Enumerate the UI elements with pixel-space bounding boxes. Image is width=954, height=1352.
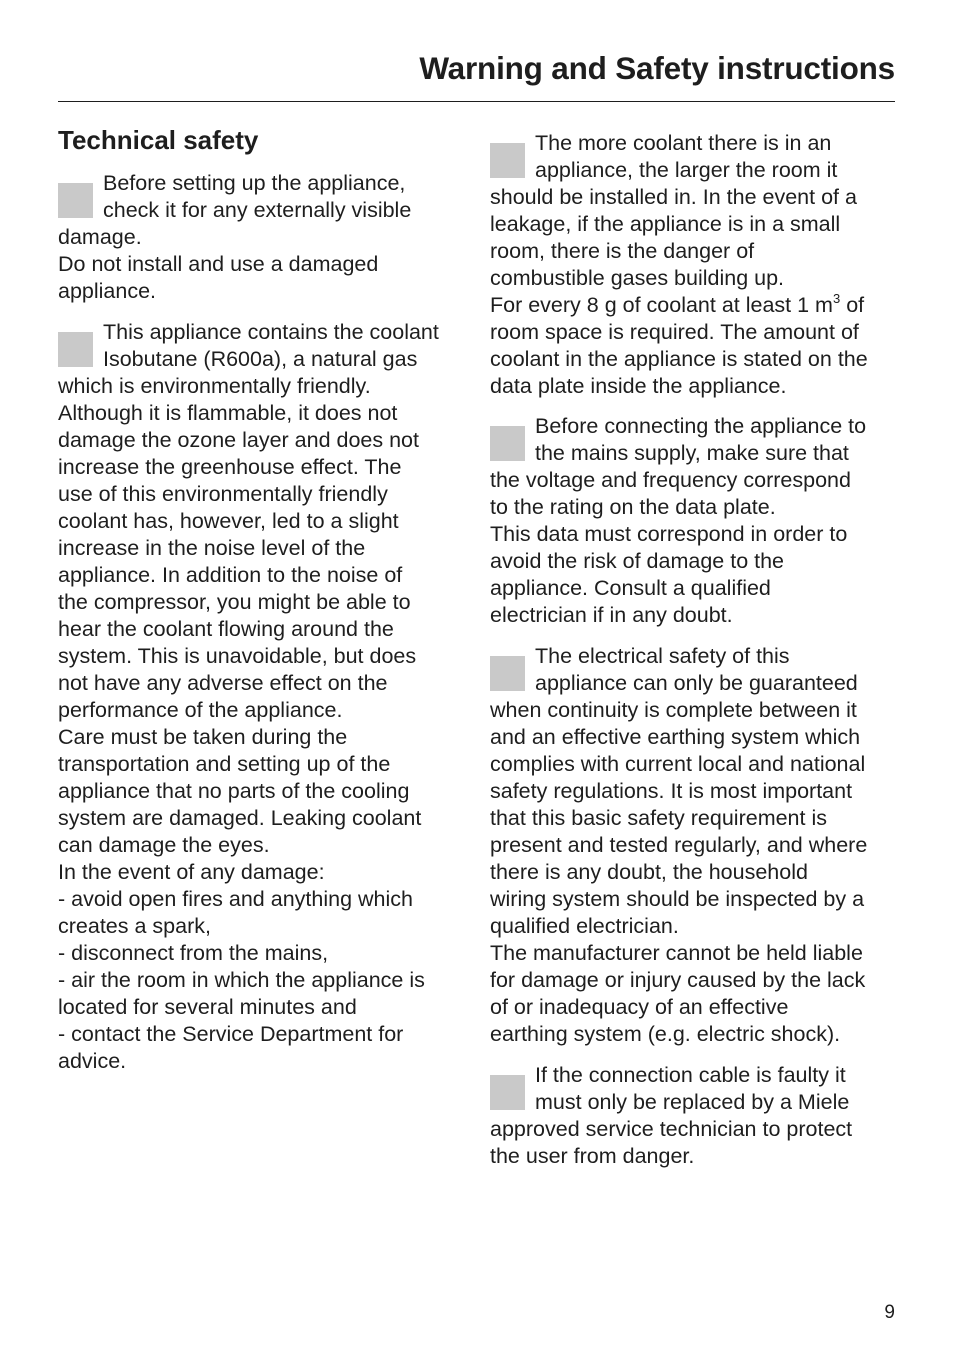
paragraph-line: safety regulations. It is most important — [490, 779, 853, 803]
paragraph-line: the compressor, you might be able to — [58, 590, 411, 614]
paragraph-line: qualified electrician. — [490, 914, 679, 938]
paragraph-line: Before connecting the appliance to — [535, 414, 867, 438]
paragraph-mains-supply — [490, 413, 900, 629]
paragraph-line: increase the greenhouse effect. The — [58, 455, 402, 479]
paragraph-line: The manufacturer cannot be held liable — [490, 941, 863, 965]
paragraph-line: appliance. — [58, 279, 157, 303]
paragraph-line: appliance that no parts of the cooling — [58, 779, 410, 803]
paragraph-line: the mains supply, make sure that — [535, 441, 849, 465]
paragraph-line: that this basic safety requirement is — [490, 806, 827, 830]
paragraph-line: Do not install and use a damaged — [58, 252, 379, 276]
paragraph-line: and an effective earthing system which — [490, 725, 861, 749]
paragraph-line: appliance. In addition to the noise of — [58, 563, 403, 587]
paragraph-line: combustible gases building up. — [490, 266, 785, 290]
superscript-exponent: 3 — [832, 291, 841, 306]
paragraph-electrical-safety — [490, 643, 900, 1048]
paragraph-line: performance of the appliance. — [58, 698, 343, 722]
paragraph-line: check it for any externally visible — [103, 198, 412, 222]
paragraph-line: system are damaged. Leaking coolant — [58, 806, 422, 830]
paragraph-line: earthing system (e.g. electric shock). — [490, 1022, 841, 1046]
paragraph-line: present and tested regularly, and where — [490, 833, 868, 857]
paragraph-line: advice. — [58, 1049, 127, 1073]
paragraph-inspect-damage — [58, 170, 468, 305]
paragraph-line: - avoid open fires and anything which — [58, 887, 413, 911]
paragraph-line: If the connection cable is faulty it — [535, 1063, 846, 1087]
paragraph-line: Before setting up the appliance, — [103, 171, 406, 195]
paragraph-line: The electrical safety of this — [535, 644, 790, 668]
paragraph-line: system. This is unavoidable, but does — [58, 644, 417, 668]
warning-marker-icon — [490, 1075, 525, 1110]
paragraph-line: damage the ozone layer and does not — [58, 428, 419, 452]
paragraph-line: hear the coolant flowing around the — [58, 617, 394, 641]
paragraph-line: use of this environmentally friendly — [58, 482, 388, 506]
paragraph-line: - disconnect from the mains, — [58, 941, 329, 965]
line-text: For every 8 g of coolant at least 1 m — [490, 293, 833, 317]
paragraph-line: creates a spark, — [58, 914, 211, 938]
paragraph-line: Although it is flammable, it does not — [58, 401, 398, 425]
paragraph-line: room, there is the danger of — [490, 239, 755, 263]
paragraph-line: wiring system should be inspected by a — [490, 887, 865, 911]
paragraph-connection-cable — [490, 1062, 900, 1170]
paragraph-line: there is any doubt, the household — [490, 860, 808, 884]
paragraph-line: - air the room in which the appliance is — [58, 968, 425, 992]
paragraph-line: data plate inside the appliance. — [490, 374, 787, 398]
paragraph-line: when continuity is complete between it — [490, 698, 857, 722]
paragraph-line: room space is required. The amount of — [490, 320, 859, 344]
paragraph-line: coolant in the appliance is stated on the — [490, 347, 868, 371]
warning-marker-icon — [490, 143, 525, 178]
page-number: 9 — [884, 1302, 895, 1323]
paragraph-line: appliance can only be guaranteed — [535, 671, 858, 695]
paragraph-line: leakage, if the appliance is in a small — [490, 212, 841, 236]
warning-marker-icon — [58, 183, 93, 218]
warning-marker-icon — [58, 332, 93, 367]
paragraph-line: of or inadequacy of an effective — [490, 995, 789, 1019]
paragraph-line: approved service technician to protect — [490, 1117, 853, 1141]
paragraph-line: - contact the Service Department for — [58, 1022, 404, 1046]
page-title: Warning and Safety instructions — [419, 50, 895, 86]
paragraph-line: must only be replaced by a Miele — [535, 1090, 850, 1114]
paragraph-line: for damage or injury caused by the lack — [490, 968, 866, 992]
paragraph-line: In the event of any damage: — [58, 860, 325, 884]
paragraph-line — [490, 292, 900, 319]
paragraph-line: coolant has, however, led to a slight — [58, 509, 399, 533]
paragraph-coolant-room-size — [490, 130, 900, 400]
paragraph-line: electrician if in any doubt. — [490, 603, 733, 627]
paragraph-line: can damage the eyes. — [58, 833, 270, 857]
paragraph-line: the user from danger. — [490, 1144, 695, 1168]
paragraph-line: avoid the risk of damage to the — [490, 549, 785, 573]
paragraph-line: should be installed in. In the event of a — [490, 185, 857, 209]
paragraph-line: the voltage and frequency correspond — [490, 468, 851, 492]
paragraph-coolant-isobutane — [58, 319, 468, 1075]
section-title: Technical safety — [58, 125, 259, 155]
paragraph-line: not have any adverse effect on the — [58, 671, 388, 695]
paragraph-line: increase in the noise level of the — [58, 536, 366, 560]
paragraph-line: complies with current local and national — [490, 752, 866, 776]
header-divider — [58, 101, 895, 102]
paragraph-line: appliance, the larger the room it — [535, 158, 838, 182]
paragraph-line: which is environmentally friendly. — [58, 374, 371, 398]
paragraph-line: This appliance contains the coolant — [103, 320, 439, 344]
warning-marker-icon — [490, 426, 525, 461]
paragraph-line: located for several minutes and — [58, 995, 357, 1019]
paragraph-line: This data must correspond in order to — [490, 522, 848, 546]
line-text-suffix: of — [840, 293, 865, 317]
paragraph-line: The more coolant there is in an — [535, 131, 832, 155]
paragraph-line: damage. — [58, 225, 142, 249]
paragraph-line: transportation and setting up of the — [58, 752, 391, 776]
paragraph-line: appliance. Consult a qualified — [490, 576, 771, 600]
warning-marker-icon — [490, 656, 525, 691]
paragraph-line: Care must be taken during the — [58, 725, 348, 749]
paragraph-line: to the rating on the data plate. — [490, 495, 776, 519]
paragraph-line: Isobutane (R600a), a natural gas — [103, 347, 418, 371]
